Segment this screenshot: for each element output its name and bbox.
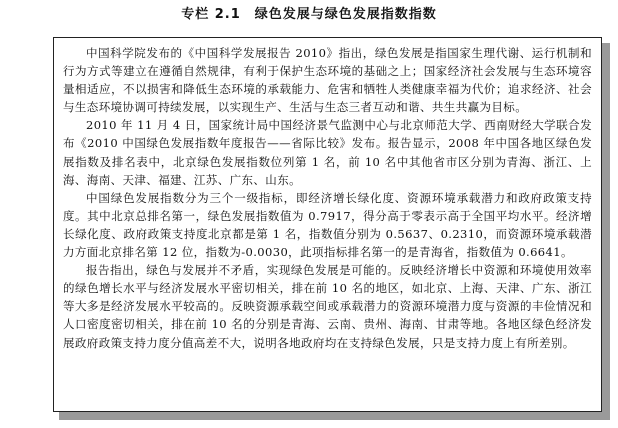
column-box (53, 37, 602, 412)
paragraph-report-release: 2010 年 11 月 4 日，国家统计局中国经济景气监测中心与北京师范大学、西南财经大学联合发布《2010 中国绿色发展指数年度报告——省际比较》发布。报告显示，2008 年中国各地区绿色发展指数及排名表中，北京绿色发展指数位列第 1 名，前 10 名中其他省市区分别为青海、浙江、上海、海南、天津、福建、江苏、广东、山东。 (63, 118, 592, 187)
paragraph-index-indicators: 中国绿色发展指数分为三个一级指标，即经济增长绿化度、资源环境承载潜力和政府政策支持度。其中北京总排名第一，绿色发展指数值为 0.7917，得分高于零表示高于全国平均水平。经济增长绿化度、政府政策支持度北京都是第 1 名，指数值分别为 0.5637、0.2310，而资源环境承载潜力方面北京排名第 12 位，指数为-0.0030，此项指标排名第一的是青海省，指数值为 0.6641。 (63, 190, 592, 260)
paragraph-report-findings: 报告指出，绿色与发展并不矛盾，实现绿色发展是可能的。反映经济增长中资源和环境使用效率的绿色增长水平与经济发展水平密切相关，排在前 10 名的地区，如北京、上海、天津、广东、浙江等大多是经济发展水平较高的。反映资源承载空间或承载潜力的资源环境潜力度与资源的丰俭情况和人口密度密切相关，排在前 10 名的分别是青海、云南、贵州、海南、甘肃等地。各地区绿色经济发展政府政策支持力度分值高差不大，说明各地政府均在支持绿色发展，只是支持力度上有所差别。 (63, 263, 592, 350)
column-title: 专栏 2.1 绿色发展与绿色发展指数指数 (181, 7, 437, 22)
paragraph-definition: 中国科学院发布的《中国科学发展报告 2010》指出，绿色发展是指国家生理代谢、运行机制和行为方式等建立在遵循自然规律，有利于保护生态环境的基础之上；国家经济社会发展与生态环境容量相适应，不以损害和降低生态环境的承载能力、危害和牺牲人类健康幸福为代价；追求经济、社会与生态环境协调可持续发展，以实现生产、生活与生态三者互动和谐、共生共赢为目标。 (63, 46, 592, 115)
